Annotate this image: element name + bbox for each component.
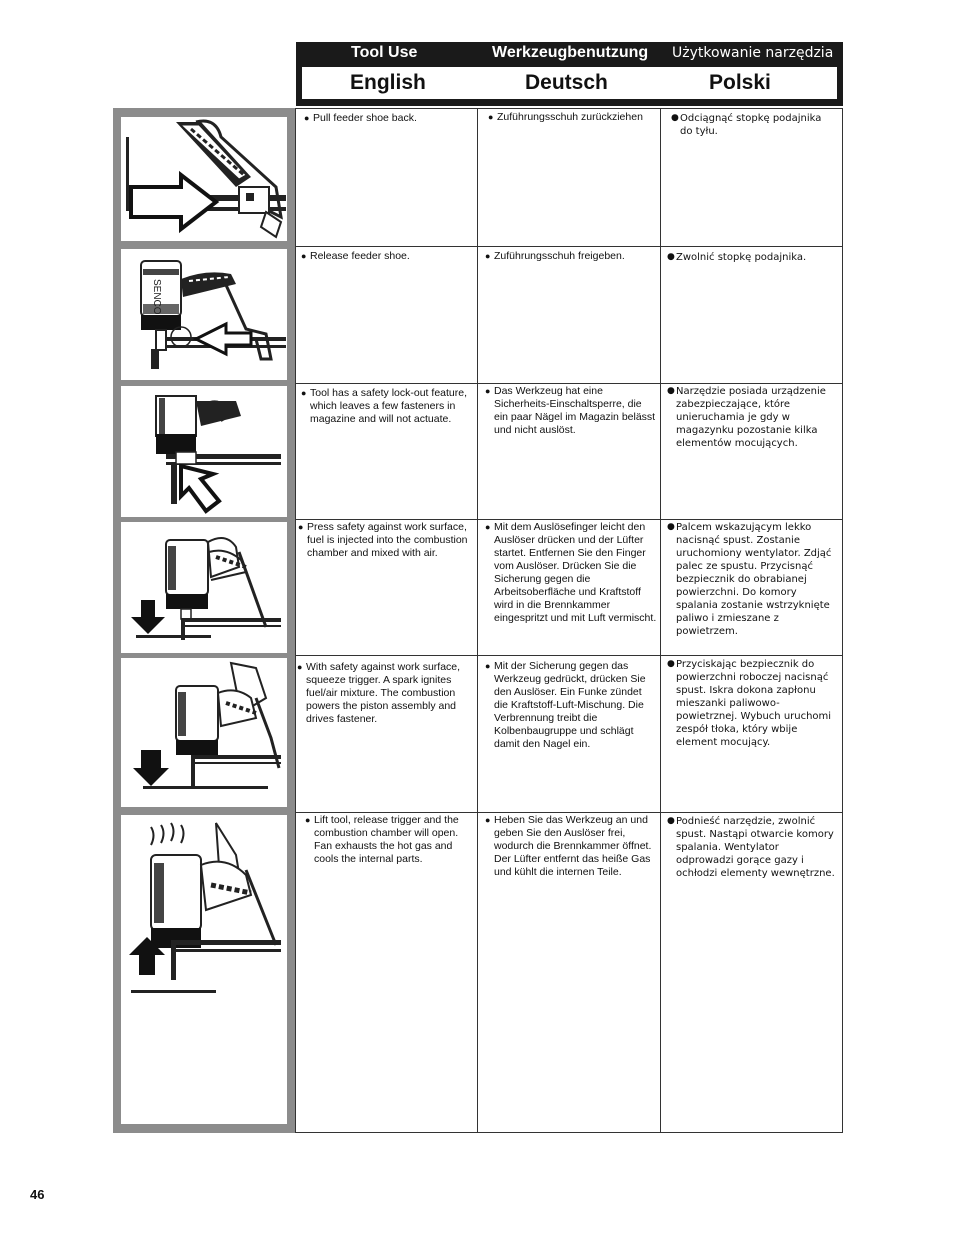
row-divider [295,246,843,247]
page-number: 46 [30,1187,45,1202]
step-3-en: ● Tool has a safety lock-out feature, which leaves a few fasteners in magazine and will not actuate. [301,387,468,425]
section-title-pl: Użytkowanie narzędzia [672,45,834,61]
step-1-de: ● Zuführungsschuh zurückziehen [488,111,643,123]
step-4-illustration [121,522,287,653]
senco-logo: SENCO [151,279,162,315]
step-5-de: ● Mit der Sicherung gegen das Werkzeug gedrückt, drücken Sie den Auslöser. Ein Funke zündet die Kraftstoff-Luft-Mischung. Die Verbrennung treibt die Kolbenbaugruppe und schlägt damit den Nagel ein. [485,660,646,750]
row-divider [295,655,843,656]
step-3-pl: ● Narzędzie posiada urządzenie zabezpieczające, które unieruchamia je gdy w magazynku pozostanie kilka elementów mocujących. [667,386,826,449]
column-divider [477,108,478,1133]
step-4-pl: ● Palcem wskazującym lekko nacisnąć spust. Zostanie uruchomiony wentylator. Zdjąć palec ze spustu. Przycisnąć bezpiecznik do obrabianej powierzchni. Do komory spalania zostanie wstrzyknięte paliwo i zmieszane z powietrzem. [667,522,832,637]
row-divider [295,812,843,813]
step-1-pl: ● Odciągnąć stopkę podajnika do tyłu. [671,113,822,137]
step-1-en: ● Pull feeder shoe back. [304,112,417,124]
header-bar [296,42,843,106]
row-divider [295,108,843,109]
step-5-pl: ● Przyciskając bezpiecznik do powierzchni roboczej nacisnąć spust. Iskra dokona zapłonu mieszanki paliwowo-powietrznej. Wybuch uruchomi zespół tłoka, który wbije element mocujący. [667,659,832,748]
language-en: English [350,71,426,94]
step-2-illustration [121,249,287,380]
step-2-pl: ● Zwolnić stopkę podajnika. [667,252,807,263]
section-title-de: Werkzeugbenutzung [492,44,649,61]
row-divider [295,519,843,520]
step-6-illustration [121,815,287,1124]
step-5-en: ● With safety against work surface, squeeze trigger. A spark ignites fuel/air mixture. The combustion powers the piston assembly and drives fastener. [297,661,461,725]
step-5-illustration [121,658,287,807]
language-de: Deutsch [525,71,608,94]
column-divider [660,108,661,1133]
language-pl: Polski [709,71,771,94]
language-bar [302,67,837,99]
step-6-en: ● Lift tool, release trigger and the combustion chamber will open. Fan exhausts the hot gas and cools the internal parts. [305,814,459,865]
step-4-de: ● Mit dem Auslösefinger leicht den Auslöser drücken und der Lüfter startet. Entfernen Sie den Finger vom Auslöser. Drücken Sie die Sicherung gegen die Arbeitsoberfläche und Kraftstoff wird in die Brennkammer eingespritzt und mit Luft vermischt. [485,521,657,624]
step-3-de: ● Das Werkzeug hat eine Sicherheits-Einschaltsperre, die ein paar Nägel im Magazin belässt und nicht auslöst. [485,385,656,436]
column-divider [295,108,296,1133]
row-divider [295,1132,843,1133]
step-2-en: ● Release feeder shoe. [301,250,410,262]
step-3-illustration [121,386,287,517]
step-6-pl: ● Podnieść narzędzie, zwolnić spust. Nastąpi otwarcie komory spalania. Wentylator odprowadzi gorące gazy i ochłodzi elementy wewnętrzne. [667,816,835,879]
step-4-en: ● Press safety against work surface, fuel is injected into the combustion chamber and mixed with air. [298,521,468,559]
section-title-en: Tool Use [351,44,418,61]
step-6-de: ● Heben Sie das Werkzeug an und geben Sie den Auslöser frei, wodurch die Brennkammer öffnet. Der Lüfter entfernt das heiße Gas und kühlt die internen Teile. [485,814,652,878]
column-divider [842,108,843,1133]
step-1-illustration [121,117,287,241]
row-divider [295,383,843,384]
step-2-de: ● Zuführungsschuh freigeben. [485,250,625,262]
